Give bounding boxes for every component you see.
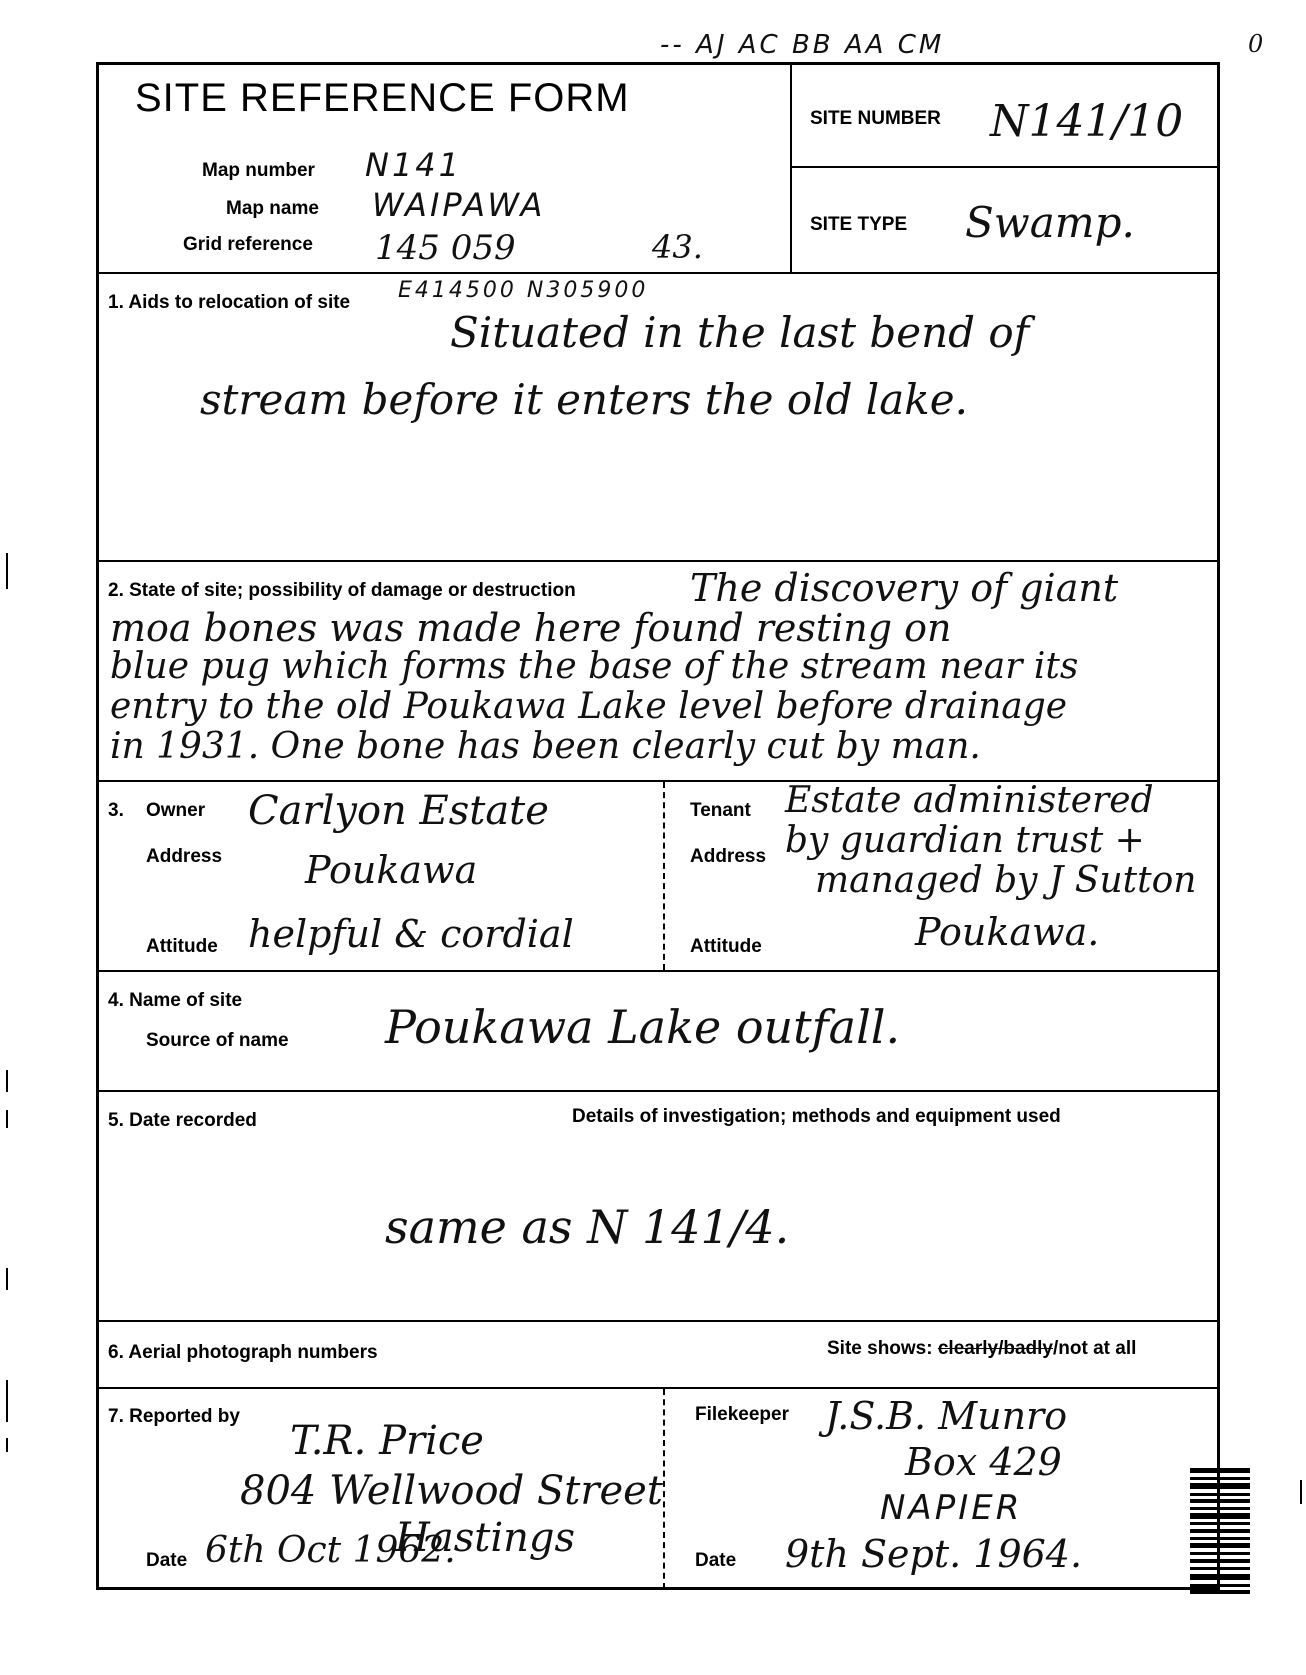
owner-attitude-label: Attitude	[146, 936, 218, 957]
margin-mark	[6, 1438, 8, 1452]
margin-mark	[6, 1070, 8, 1092]
filekeeper-name: J.S.B. Munro	[825, 1394, 1068, 1438]
map-name-value: WAIPAWA	[372, 186, 546, 224]
owner-label: Owner	[146, 800, 206, 821]
owner-attitude-value: helpful & cordial	[248, 912, 574, 956]
filekeeper-label: Filekeeper	[695, 1404, 789, 1425]
map-number-label: Map number	[202, 160, 315, 181]
reporter-address1: 804 Wellwood Street	[240, 1468, 663, 1514]
section3-bottom-line	[98, 970, 1218, 972]
grid-reference-value: 145 059	[375, 228, 516, 268]
tenant-label: Tenant	[690, 800, 751, 821]
site-type-label: SITE TYPE	[810, 214, 908, 235]
filekeeper-city: NAPIER	[880, 1488, 1023, 1528]
header-bottom-line	[98, 272, 1218, 274]
section1-bottom-line	[98, 560, 1218, 562]
form-title: SITE REFERENCE FORM	[135, 76, 630, 120]
tenant-attitude-label: Attitude	[690, 936, 762, 957]
grid-reference-extra: 43.	[652, 228, 703, 266]
barcode-graphic	[1190, 1468, 1250, 1594]
section3-divider	[663, 782, 665, 970]
filekeeper-date-value: 9th Sept. 1964.	[785, 1532, 1083, 1576]
section5-bottom-line	[98, 1320, 1218, 1322]
section3-number: 3.	[108, 800, 124, 821]
section4-label: 4. Name of site	[108, 990, 243, 1011]
margin-mark	[6, 1268, 8, 1290]
header-divider	[790, 64, 792, 272]
margin-mark	[6, 553, 8, 589]
details-value: same as N 141/4.	[385, 1200, 790, 1254]
owner-address-label: Address	[146, 846, 223, 867]
filekeeper-date-label: Date	[695, 1550, 737, 1571]
section7-divider	[663, 1389, 665, 1589]
owner-value: Carlyon Estate	[248, 788, 549, 834]
site-number-value: N141/10	[990, 96, 1184, 147]
grid-reference-label: Grid reference	[183, 234, 313, 255]
report-date-label: Date	[146, 1550, 188, 1571]
corner-mark: 0	[1248, 30, 1264, 58]
report-date-value: 6th Oct 1962.	[205, 1530, 456, 1571]
section6-bottom-line	[98, 1387, 1218, 1389]
section1-line1: Situated in the last bend of	[450, 308, 1030, 357]
section7-label: 7. Reported by	[108, 1406, 240, 1427]
owner-address-value: Poukawa	[305, 848, 478, 892]
site-shows-prefix: Site shows:	[827, 1338, 933, 1359]
header-mid-line	[790, 166, 1218, 168]
map-number-value: N141	[365, 146, 463, 184]
site-type-value: Swamp.	[965, 198, 1135, 247]
tenant-line2: by guardian trust +	[785, 820, 1145, 861]
struck-options: clearly/badly	[937, 1338, 1053, 1359]
site-shows-label	[827, 1338, 1136, 1360]
map-name-label: Map name	[226, 198, 319, 219]
margin-mark	[6, 1380, 8, 1422]
section4-bottom-line	[98, 1090, 1218, 1092]
site-number-label: SITE NUMBER	[810, 108, 941, 129]
tenant-line1: Estate administered	[785, 780, 1154, 821]
section2-label: 2. State of site; possibility of damage or destruction	[108, 580, 576, 601]
section2-line1: The discovery of giant	[690, 566, 1119, 610]
section2-line2: moa bones was made here found resting on	[110, 606, 952, 650]
not-at-all-option: /not at all	[1052, 1338, 1137, 1359]
section1-line2: stream before it enters the old lake.	[200, 375, 968, 424]
section1-coords: E414500 N305900	[398, 278, 649, 303]
section1-label: 1. Aids to relocation of site	[108, 292, 351, 313]
section2-line4: entry to the old Poukawa Lake level before drainage	[110, 686, 1068, 727]
section6-label: 6. Aerial photograph numbers	[108, 1342, 378, 1363]
site-name-value: Poukawa Lake outfall.	[385, 1000, 901, 1054]
filekeeper-box: Box 429	[905, 1440, 1062, 1484]
reporter-name: T.R. Price	[290, 1418, 484, 1464]
reporter-address2: Hastings	[395, 1515, 576, 1561]
barcode	[1190, 1468, 1250, 1594]
section5-label: 5. Date recorded	[108, 1110, 257, 1131]
tenant-address-label: Address	[690, 846, 767, 867]
details-label: Details of investigation; methods and equipment used	[572, 1106, 1061, 1127]
section2-line3: blue pug which forms the base of the stream near its	[110, 646, 1079, 687]
margin-mark	[1300, 1480, 1302, 1504]
margin-mark	[6, 1110, 8, 1128]
section2-line5: in 1931. One bone has been clearly cut by man.	[110, 726, 981, 767]
source-of-name-label: Source of name	[146, 1030, 289, 1051]
tenant-line3: managed by J Sutton	[815, 860, 1197, 901]
tenant-line4: Poukawa.	[915, 910, 1100, 954]
top-note: -- AJ AC BB AA CM	[660, 30, 945, 60]
